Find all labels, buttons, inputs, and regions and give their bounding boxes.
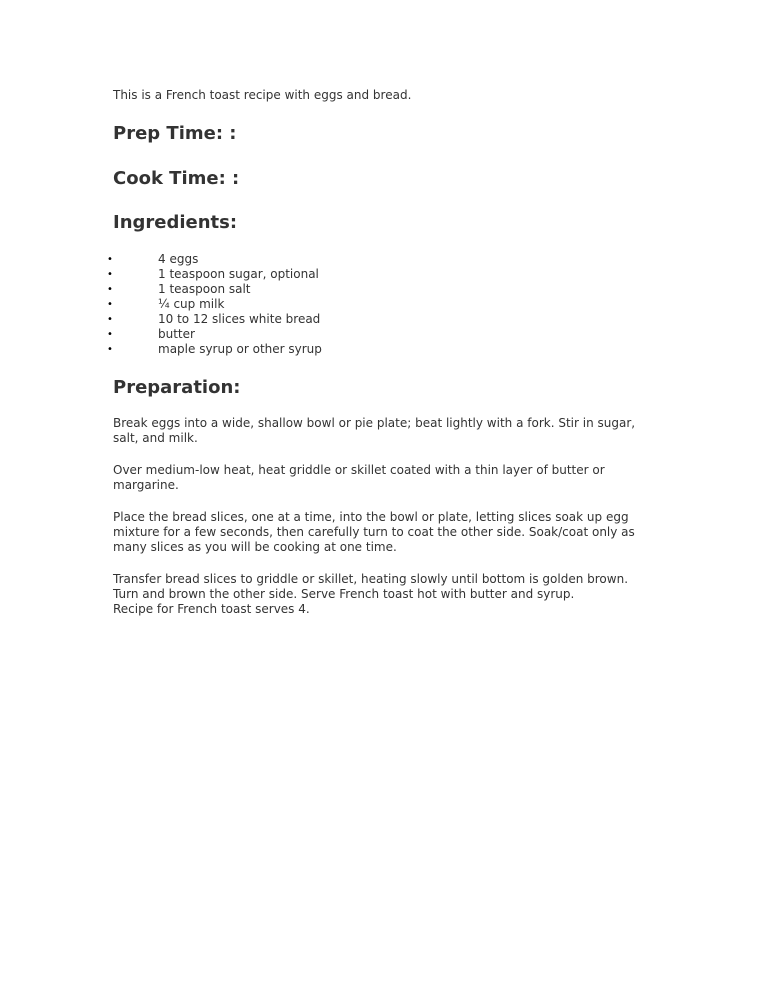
- bullet-icon: •: [107, 329, 113, 340]
- preparation-step: Over medium-low heat, heat griddle or skillet coated with a thin layer of butter or margarine.: [113, 463, 605, 492]
- bullet-icon: •: [107, 299, 113, 310]
- ingredient-item: [107, 282, 653, 297]
- serving-note: Recipe for French toast serves 4.: [113, 602, 310, 616]
- ingredient-item: [107, 267, 653, 282]
- ingredient-text: 1 teaspoon sugar, optional: [158, 267, 319, 281]
- recipe-intro: This is a French toast recipe with eggs and bread.: [113, 88, 412, 102]
- ingredient-item: [107, 252, 653, 267]
- ingredient-item: [107, 327, 653, 342]
- preparation-step: Transfer bread slices to griddle or skillet, heating slowly until bottom is golden brown. Turn and brown the other side. Serve French toast hot with butter and syrup.: [113, 572, 629, 601]
- bullet-icon: •: [107, 254, 113, 265]
- preparation-heading: Preparation:: [113, 377, 241, 398]
- ingredients-heading: Ingredients:: [113, 212, 238, 233]
- recipe-document: [107, 88, 653, 634]
- ingredient-text: butter: [158, 327, 195, 341]
- cook-time-heading: Cook Time: :: [113, 168, 240, 189]
- ingredient-text: 10 to 12 slices white bread: [158, 312, 321, 326]
- ingredient-text: ¼ cup milk: [158, 297, 225, 311]
- bullet-icon: •: [107, 344, 113, 355]
- preparation-steps: [113, 416, 653, 617]
- ingredient-item: [107, 312, 653, 327]
- bullet-icon: •: [107, 314, 113, 325]
- ingredient-text: 1 teaspoon salt: [158, 282, 251, 296]
- bullet-icon: •: [107, 269, 113, 280]
- prep-time-heading: Prep Time: :: [113, 123, 237, 144]
- ingredient-text: 4 eggs: [158, 252, 199, 266]
- bullet-icon: •: [107, 284, 113, 295]
- preparation-step: Place the bread slices, one at a time, into the bowl or plate, letting slices soak up egg mixture for a few seconds, then carefully turn to coat the other side. Soak/coat only as many slices as you will be cooking at one time.: [113, 510, 635, 554]
- preparation-step: Break eggs into a wide, shallow bowl or pie plate; beat lightly with a fork. Stir in sugar, salt, and milk.: [113, 416, 636, 445]
- ingredient-item: [107, 297, 653, 312]
- ingredient-text: maple syrup or other syrup: [158, 342, 322, 356]
- ingredient-item: [107, 342, 653, 357]
- ingredients-list: [107, 252, 653, 357]
